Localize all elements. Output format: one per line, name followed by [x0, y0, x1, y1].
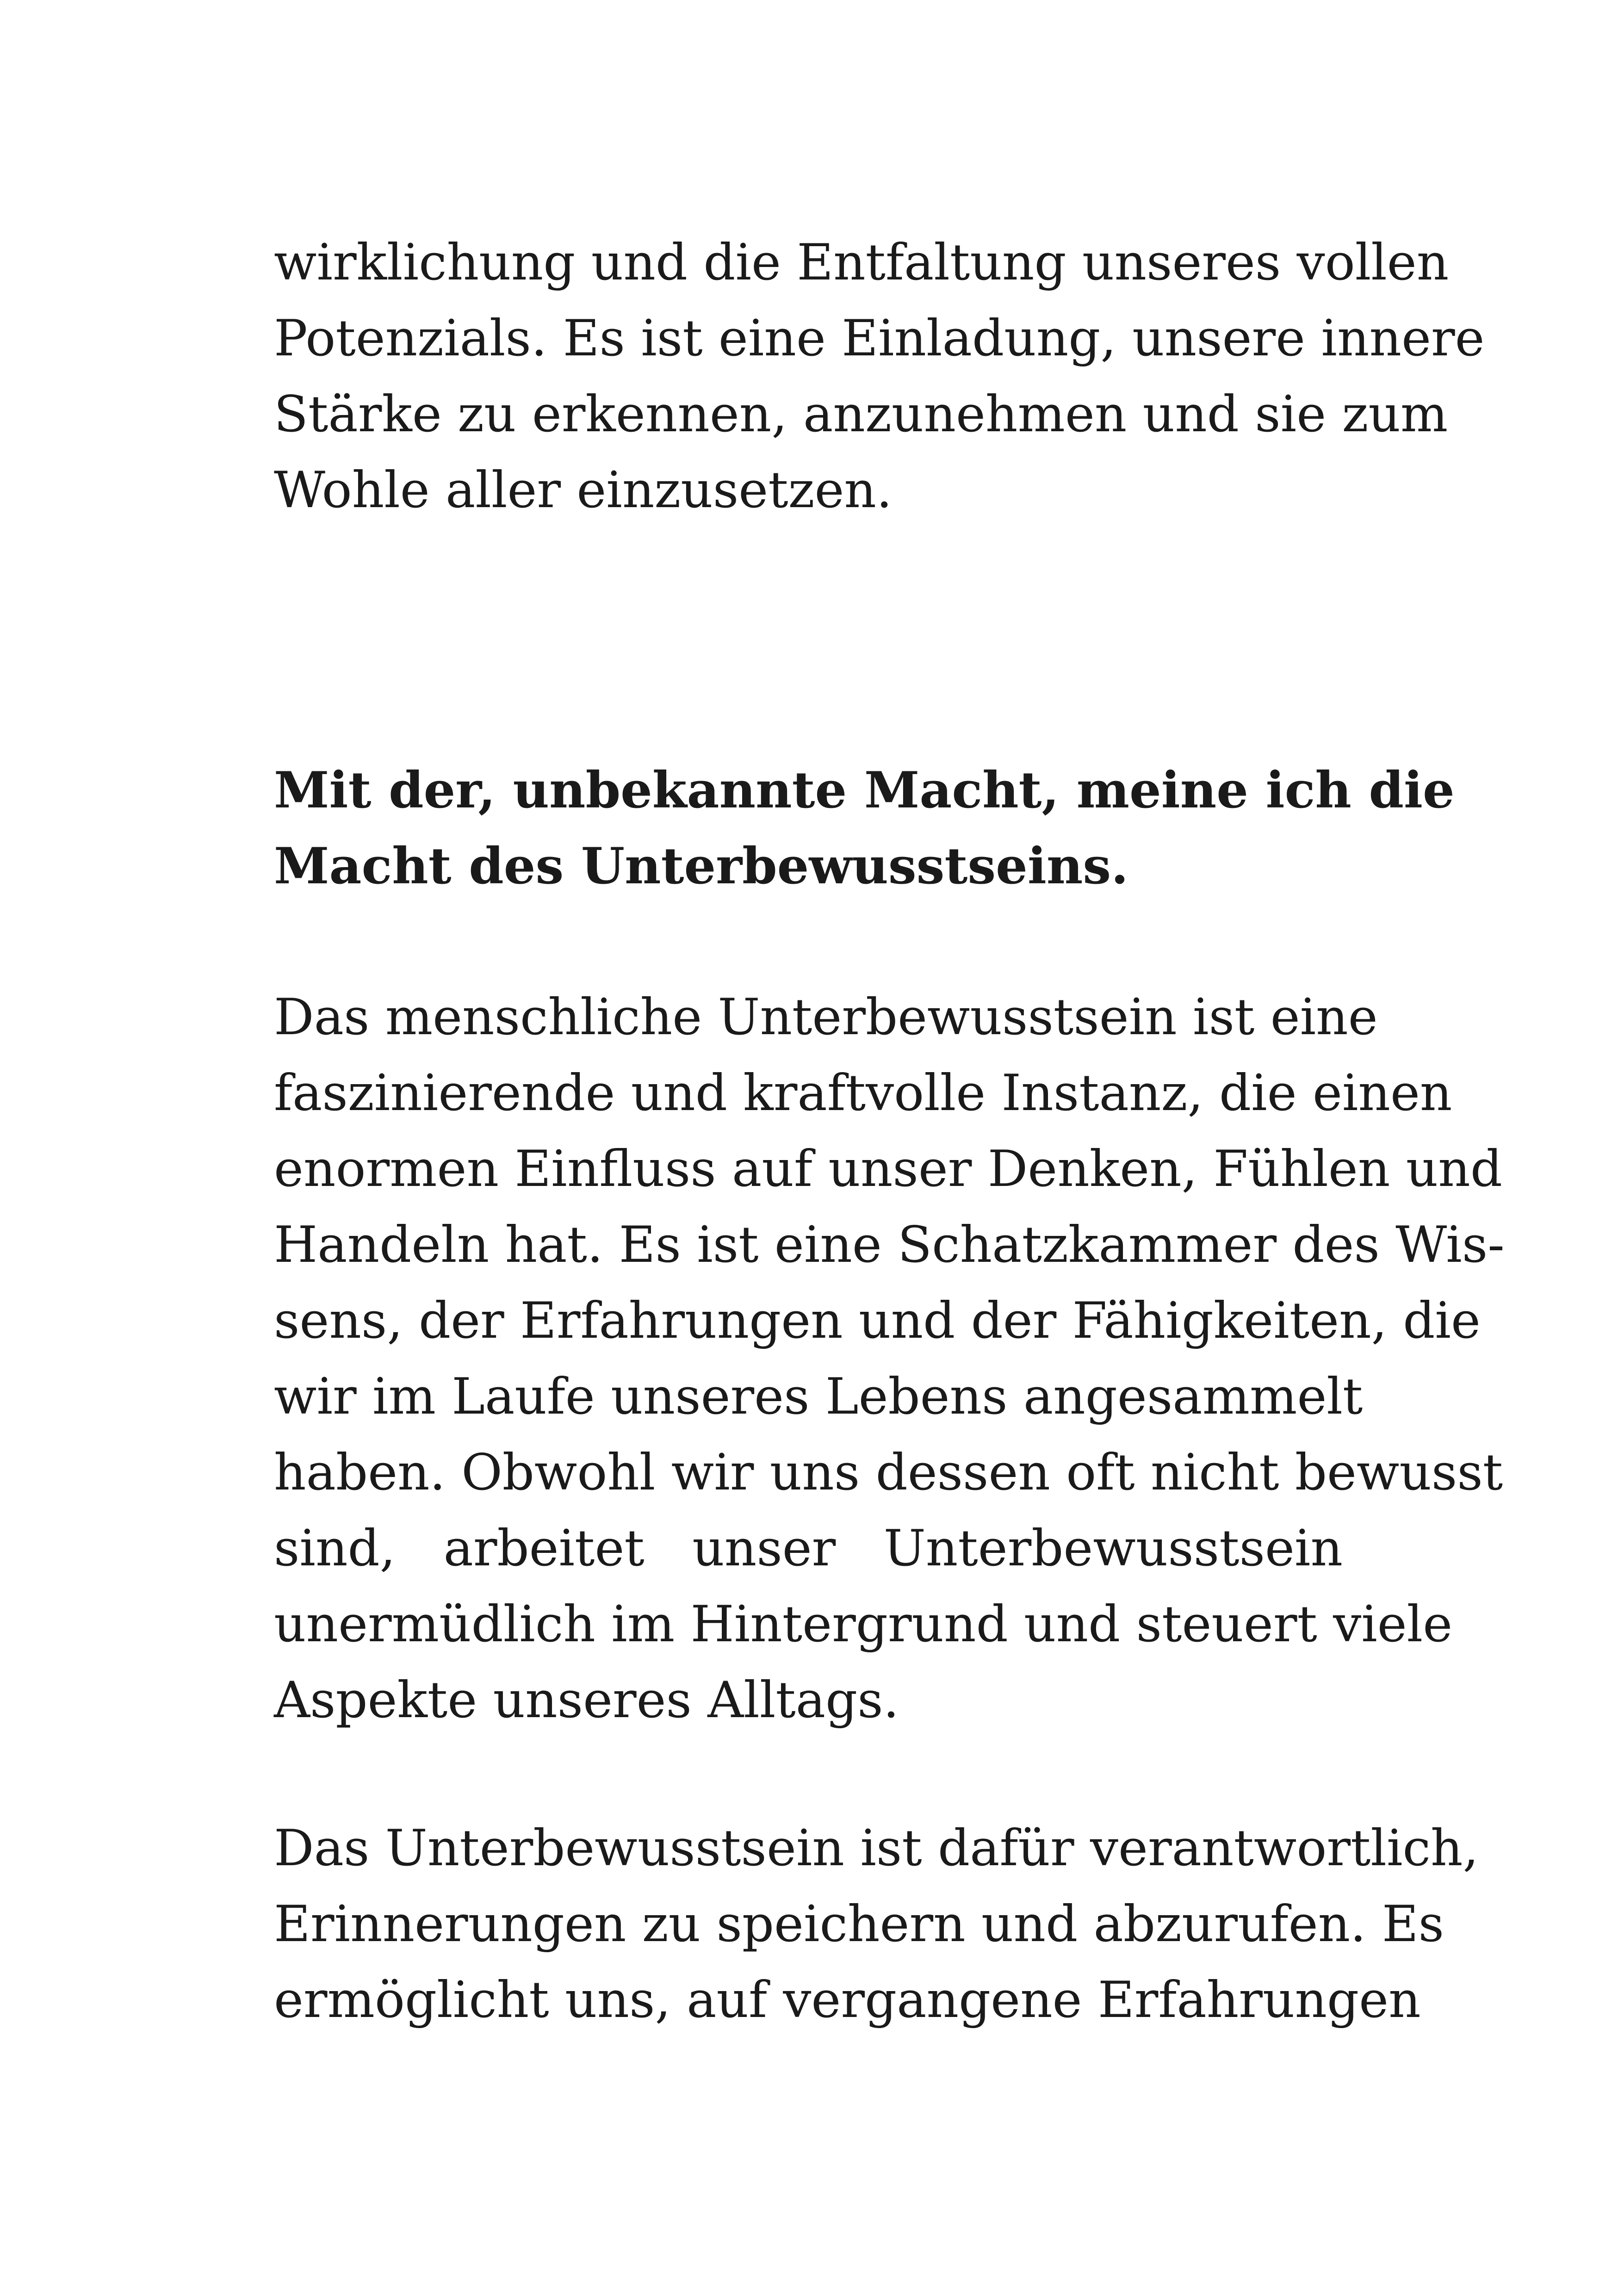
- text-line: sind, arbeitet unser Unterbewusstsein: [274, 1520, 1343, 1577]
- text-line: Wohle aller einzusetzen.: [274, 461, 893, 519]
- text-line: Das Unterbewusstsein ist dafür verantwortlich,: [274, 1819, 1479, 1877]
- text-line: Handeln hat. Es ist eine Schatzkammer des Wis-: [274, 1216, 1505, 1274]
- text-line: Stärke zu erkennen, anzunehmen und sie zum: [274, 385, 1448, 443]
- text-line: faszinierende und kraftvolle Instanz, die einen: [274, 1064, 1452, 1122]
- text-line: wirklichung und die Entfaltung unseres vollen: [274, 234, 1449, 292]
- text-line: sens, der Erfahrungen und der Fähigkeiten, die: [274, 1292, 1481, 1350]
- section-heading: [274, 752, 1455, 904]
- text-line: Das menschliche Unterbewusstsein ist eine: [274, 988, 1378, 1046]
- intro-paragraph: [274, 225, 1485, 528]
- text-line: Potenzials. Es ist eine Einladung, unsere innere: [274, 310, 1485, 367]
- text-line: haben. Obwohl wir uns dessen oft nicht bewusst: [274, 1444, 1503, 1502]
- text-line: enormen Einfluss auf unser Denken, Fühlen und: [274, 1140, 1502, 1198]
- text-line: Erinnerungen zu speichern und abzurufen. Es: [274, 1895, 1444, 1953]
- body-paragraph: [274, 980, 1505, 1738]
- text-line: unermüdlich im Hintergrund und steuert viele: [274, 1595, 1453, 1653]
- heading-line: Macht des Unterbewusstseins.: [274, 837, 1128, 895]
- body-paragraph: [274, 1811, 1479, 2038]
- heading-line: Mit der, unbekannte Macht, meine ich die: [274, 761, 1455, 819]
- text-line: ermöglicht uns, auf vergangene Erfahrungen: [274, 1971, 1421, 2029]
- text-line: Aspekte unseres Alltags.: [274, 1671, 899, 1729]
- text-line: wir im Laufe unseres Lebens angesammelt: [274, 1368, 1363, 1426]
